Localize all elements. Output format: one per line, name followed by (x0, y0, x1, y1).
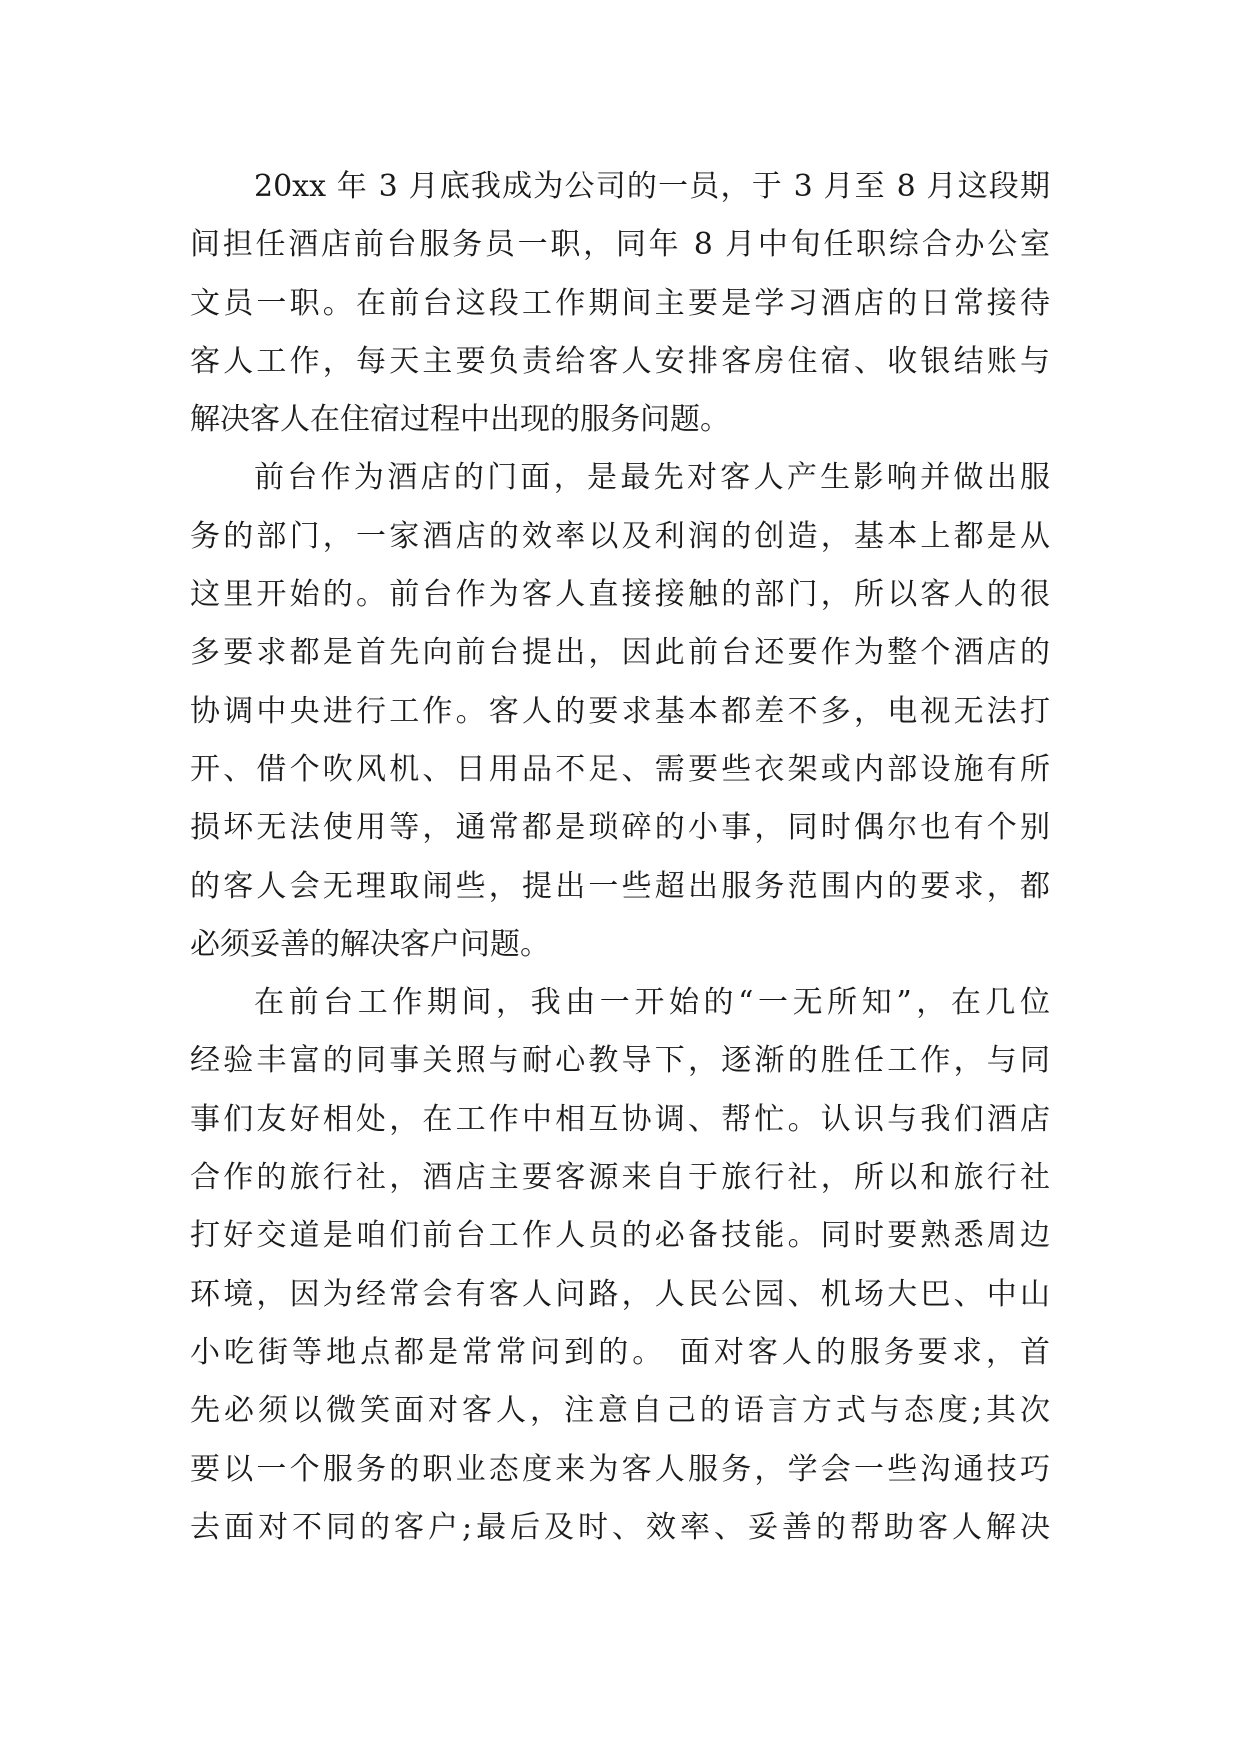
text-line: 环境，因为经常会有客人问路，人民公园、机场大巴、中山 (190, 1276, 1050, 1312)
text-line: 去面对不同的客户;最后及时、效率、妥善的帮助客人解决 (190, 1509, 1050, 1545)
text-line: 协调中央进行工作。客人的要求基本都差不多，电视无法打 (190, 693, 1050, 729)
text-line: 的客人会无理取闹些，提出一些超出服务范围内的要求，都 (190, 868, 1050, 904)
text-line: 间担任酒店前台服务员一职，同年 8 月中旬任职综合办公室 (190, 227, 1050, 263)
text-line: 这里开始的。前台作为客人直接接触的部门，所以客人的很 (190, 577, 1050, 613)
text-line: 小吃街等地点都是常常问到的。 面对客人的服务要求，首 (190, 1334, 1050, 1370)
text-line: 解决客人在住宿过程中出现的服务问题。 (190, 402, 730, 438)
text-line: 事们友好相处，在工作中相互协调、帮忙。认识与我们酒店 (190, 1101, 1050, 1137)
text-line: 合作的旅行社，酒店主要客源来自于旅行社，所以和旅行社 (190, 1160, 1050, 1196)
text-line: 打好交道是咱们前台工作人员的必备技能。同时要熟悉周边 (190, 1218, 1050, 1254)
text-line: 务的部门，一家酒店的效率以及利润的创造，基本上都是从 (190, 518, 1050, 554)
text-line: 先必须以微笑面对客人，注意自己的语言方式与态度;其次 (190, 1393, 1050, 1429)
text-line: 客人工作，每天主要负责给客人安排客房住宿、收银结账与 (190, 343, 1050, 379)
text-line: 损坏无法使用等，通常都是琐碎的小事，同时偶尔也有个别 (190, 810, 1050, 846)
text-line: 开、借个吹风机、日用品不足、需要些衣架或内部设施有所 (190, 751, 1050, 787)
text-line: 前台作为酒店的门面，是最先对客人产生影响并做出服 (254, 460, 1050, 496)
text-line: 在前台工作期间，我由一开始的“一无所知”，在几位 (254, 985, 1050, 1021)
text-line: 20xx 年 3 月底我成为公司的一员，于 3 月至 8 月这段期 (254, 169, 1050, 204)
text-line: 多要求都是首先向前台提出，因此前台还要作为整个酒店的 (190, 635, 1050, 671)
text-line: 经验丰富的同事关照与耐心教导下，逐渐的胜任工作，与同 (190, 1043, 1050, 1079)
document-body (190, 158, 1050, 1557)
text-line: 必须妥善的解决客户问题。 (190, 926, 550, 962)
text-line: 文员一职。在前台这段工作期间主要是学习酒店的日常接待 (190, 285, 1050, 321)
text-line: 要以一个服务的职业态度来为客人服务，学会一些沟通技巧 (190, 1451, 1050, 1487)
